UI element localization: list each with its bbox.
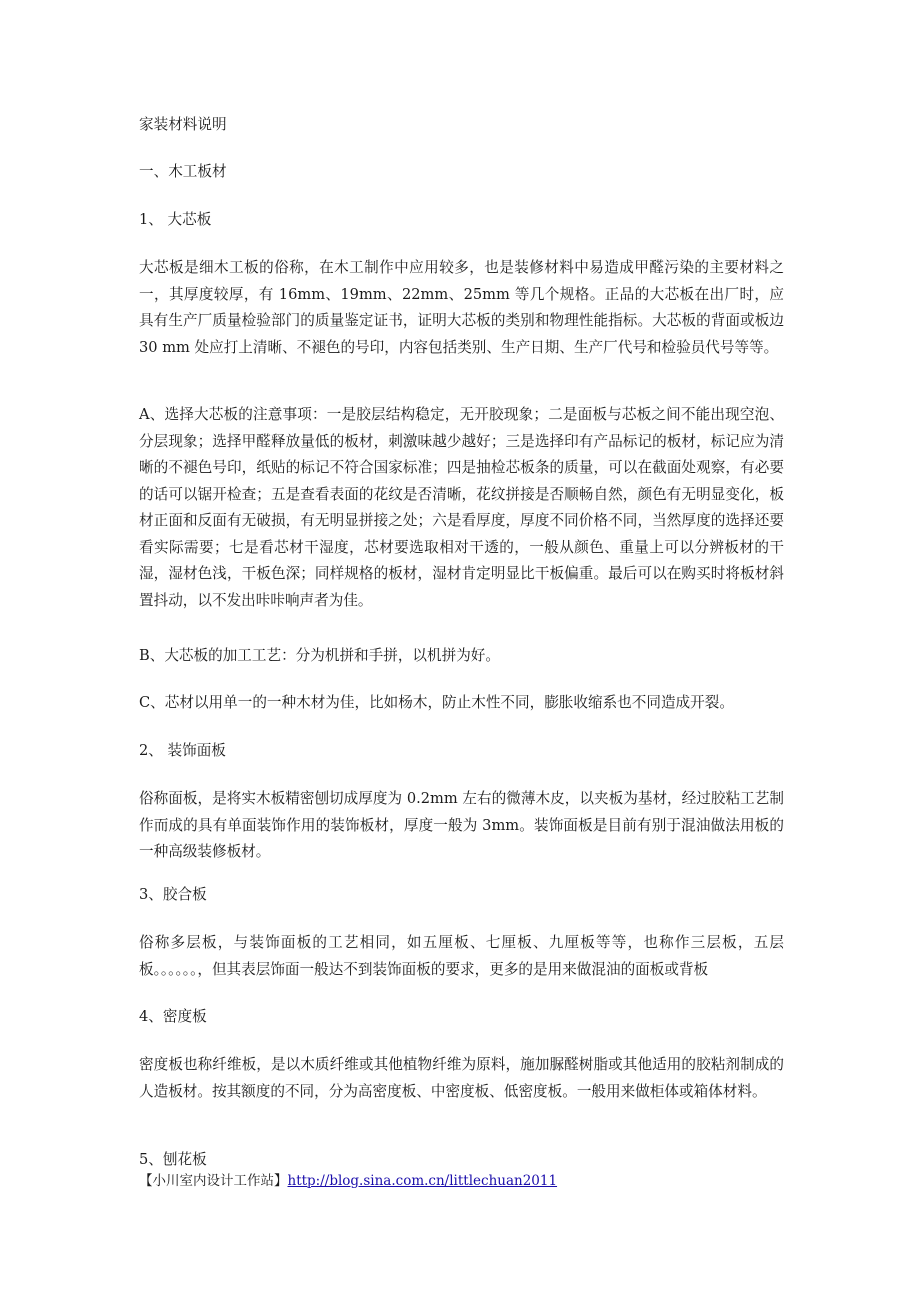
paragraph-c: C、芯材以用单一的一种木材为佳，比如杨木，防止木性不同，膨胀收缩系也不同造成开裂。 [139,694,734,711]
paragraph-b: B、大芯板的加工工艺：分为机拼和手拼，以机拼为好。 [139,647,500,664]
paragraph-4: 密度板也称纤维板，是以木质纤维或其他植物纤维为原料，施加脲醛树脂或其他适用的胶粘剂制成的人造板材。按其额度的不同，分为高密度板、中密度板、低密度板。一般用来做柜体或箱体材料。 [139,1056,784,1100]
paragraph-a: A、选择大芯板的注意事项：一是胶层结构稳定，无开胶现象；二是面板与芯板之间不能出现空泡、分层现象；选择甲醛释放量低的板材，刺激味越少越好；三是选择印有产品标记的板材，标记应为清晰的不褪色号印，纸贴的标记不符合国家标准；四是抽检芯板条的质量，可以在截面处观察，有必要的话可以锯开检查；五是查看表面的花纹是否清晰，花纹拼接是否顺畅自然，颜色有无明显变化，板材正面和反面有无破损，有无明显拼接之处；六是看厚度，厚度不同价格不同，当然厚度的选择还要看实际需要；七是看芯材干湿度，芯材要选取相对干透的，一般从颜色、重量上可以分辨板材的干湿，湿材色浅，干板色深；同样规格的板材，湿材肯定明显比干板偏重。最后可以在购买时将板材斜置抖动，以不发出咔咔响声者为佳。 [139,406,784,609]
subheading-2: 2、 装饰面板 [139,742,226,759]
section-heading: 一、木工板材 [139,163,227,180]
paragraph-1: 大芯板是细木工板的俗称，在木工制作中应用较多，也是装修材料中易造成甲醛污染的主要材料之一，其厚度较厚，有 16mm、19mm、22mm、25mm 等几个规格。正品的大芯板在出厂时，应具有生产厂质量检验部门的质量鉴定证书，证明大芯板的类别和物理性能指标。大芯板的背面或板边 30 mm 处应打上清晰、不褪色的号印，内容包括类别、生产日期、生产厂代号和检验员代号等等。 [139,259,784,356]
footer-label: 【小川室内设计工作站】 [139,1173,288,1189]
footer [139,1172,557,1190]
subheading-5: 5、刨花板 [139,1151,207,1168]
document-title: 家装材料说明 [139,116,227,133]
footer-link[interactable]: http://blog.sina.com.cn/littlechuan2011 [287,1173,558,1189]
paragraph-2: 俗称面板，是将实木板精密刨切成厚度为 0.2mm 左右的微薄木皮，以夹板为基材，经过胶粘工艺制作而成的具有单面装饰作用的装饰板材，厚度一般为 3mm。装饰面板是目前有别于混油做法用板的一种高级装修板材。 [139,790,784,860]
subheading-4: 4、密度板 [139,1008,207,1025]
paragraph-3: 俗称多层板，与装饰面板的工艺相同，如五厘板、七厘板、九厘板等等，也称作三层板，五层板。。。。。。，但其表层饰面一般达不到装饰面板的要求，更多的是用来做混油的面板或背板 [139,934,784,978]
subheading-1: 1、 大芯板 [139,211,212,228]
subheading-3: 3、胶合板 [139,886,207,903]
